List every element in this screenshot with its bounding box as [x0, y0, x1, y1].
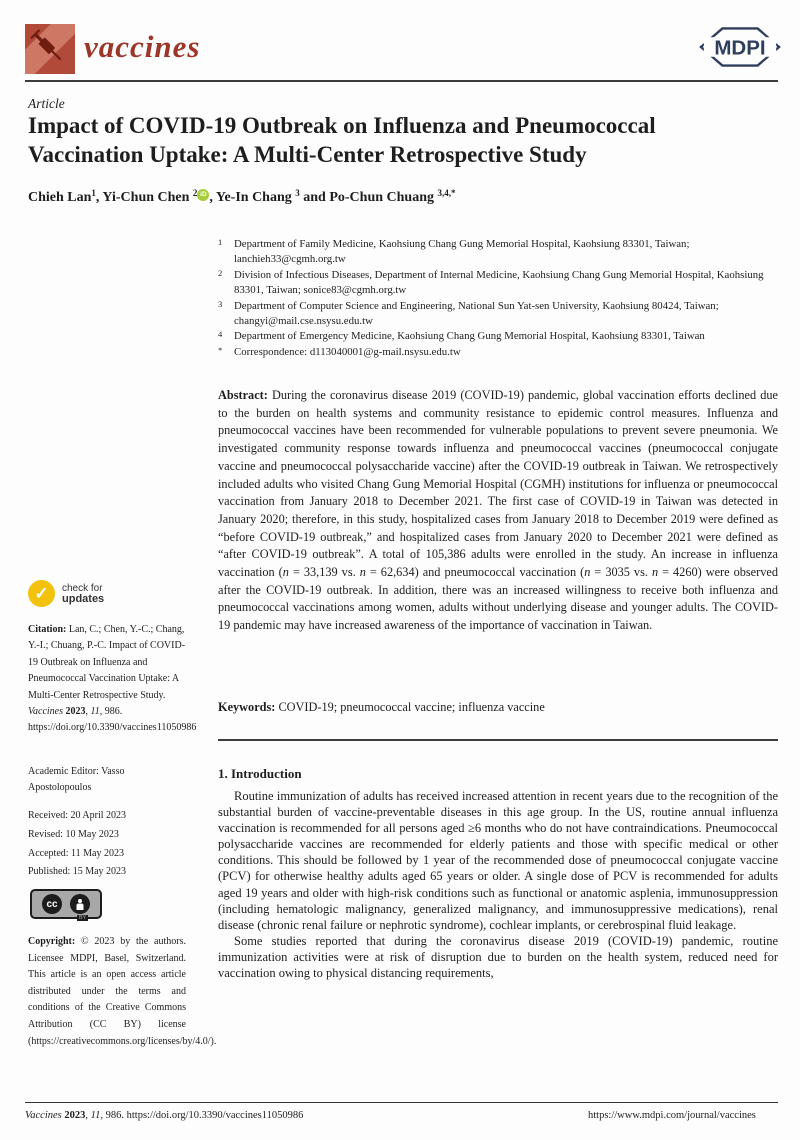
article-history: [28, 807, 186, 882]
abstract-text: = 33,139 vs.: [288, 565, 360, 580]
abstract: [218, 387, 778, 635]
journal-name[interactable]: vaccines: [84, 29, 201, 64]
affiliation-text: Department of Emergency Medicine, Kaohsiung Chang Gung Memorial Hospital, Kaohsiung 83301, Taiwan: [234, 330, 705, 343]
footer-journal: Vaccines: [25, 1110, 62, 1121]
citation-block: [28, 622, 197, 737]
affiliation-item: [218, 268, 778, 299]
abstract-text: n: [584, 565, 591, 580]
affiliation-item: [218, 299, 778, 330]
intro-paragraph: Routine immunization of adults has received increased attention in recent years due to the recognition of the substantial burden of vaccine-preventable diseases in this age group. In the US, routine annual influenza vaccination is recommended for all persons aged ≥6 months who do not have contraindications. Pneumococcal polysaccharide vaccines are recommended for elderly patients and those with specific medical or other conditions. This should be followed by 1 year of the recommended dose of pneumococcal conjugate vaccine (PCV) for otherwise healthy adults aged 65 years or older. A single dose of PCV is recommended for adults aged 19 years and older with high-risk conditions such as functional or anatomic asplenia, immunosuppression (including hematologic malignancy, generalized malignancy, and immunosuppressive medications), renal disease (chronic renal failure or nephrotic syndrome), cochlear implants, or cerebrospinal fluid leakage.: [218, 789, 778, 932]
affiliation-text: Department of Computer Science and Engineering, National Sun Yat-sen University, Kaohsiung 80424, Taiwan; changyi@mail.cse.nsysu.edu.tw: [234, 299, 719, 328]
academic-editor-label: Academic Editor:: [28, 766, 99, 777]
citation-year: 2023: [63, 706, 86, 718]
by-label: BY: [79, 915, 87, 921]
affiliations-list: [218, 237, 778, 360]
copyright-block: [28, 934, 217, 1050]
affiliation-text: Department of Family Medicine, Kaohsiung Chang Gung Memorial Hospital, Kaohsiung 83301, Taiwan; lanchieh33@cgmh.org.tw: [234, 238, 690, 266]
affiliation-number: 2: [218, 267, 223, 278]
check-icon: ✓: [28, 580, 55, 607]
citation-volume: 11: [90, 706, 100, 718]
affiliation-number: 1: [218, 237, 223, 247]
copyright-label: Copyright:: [28, 936, 76, 947]
revised-date: Revised: 10 May 2023: [28, 828, 119, 840]
affiliation-number: *: [218, 344, 223, 355]
received-date: Received: 20 April 2023: [28, 810, 127, 821]
authors-line: [28, 188, 456, 206]
citation-doi-link[interactable]: , 986. https://doi.org/10.3390/vaccines11050986: [28, 706, 197, 734]
article-type-label: Article: [28, 96, 65, 111]
copyright-text: © 2023 by the authors. Licensee MDPI, Basel, Switzerland. This article is an open access article distributed under the terms and conditions of the Creative Commons Attribution (CC BY) license (https://creativecommons.org/licenses/by/4.0/).: [28, 936, 217, 1047]
section-divider: [218, 739, 778, 741]
mdpi-logo[interactable]: [697, 24, 783, 70]
author-name: and Po-Chun Chuang: [299, 190, 434, 205]
page-title: Impact of COVID-19 Outbreak on Influenza and Pneumococcal Vaccination Uptake: A Multi-Center Retrospective Study: [28, 113, 656, 167]
abstract-text: n: [651, 565, 659, 580]
cc-by-license-badge[interactable]: [30, 889, 102, 919]
author-name: Chieh Lan: [28, 190, 92, 205]
header-divider: [25, 80, 778, 82]
abstract-text: = 3035 vs.: [590, 565, 652, 580]
abstract-text: = 62,634) and pneumococcal vaccination (: [365, 565, 585, 580]
affiliation-item: [218, 329, 778, 344]
cc-icon: cc: [42, 894, 62, 914]
footer-text: ,: [85, 1110, 91, 1121]
check-for-updates-button[interactable]: [28, 580, 186, 607]
keywords-label: Keywords:: [218, 700, 276, 714]
check-for-updates-line1: check for: [62, 582, 103, 594]
author-affil-sup: 3: [295, 188, 300, 198]
footer-journal-url[interactable]: https://www.mdpi.com/journal/vaccines: [588, 1110, 756, 1121]
footer-citation: [25, 1110, 303, 1121]
academic-editor-name: Vasso Apostolopoulos: [28, 766, 125, 794]
footer-doi-link[interactable]: , 986. https://doi.org/10.3390/vaccines11050986: [100, 1110, 304, 1121]
svg-text:MDPI: MDPI: [714, 36, 766, 60]
introduction-body: [218, 788, 778, 981]
author-affil-sup: 2: [192, 188, 198, 198]
syringe-icon: [25, 61, 75, 78]
section-heading-introduction: 1. Introduction: [218, 766, 302, 781]
affiliation-number: 3: [218, 298, 223, 309]
abstract-text: n: [282, 565, 289, 580]
abstract-label: Abstract:: [218, 388, 268, 402]
abstract-text: n: [359, 565, 366, 580]
author-affil-sup: 3,4,*: [437, 188, 456, 198]
citation-label: Citation:: [28, 624, 67, 635]
citation-journal: Vaccines: [28, 706, 63, 718]
citation-text: ,: [85, 706, 91, 718]
keywords-text: COVID-19; pneumococcal vaccine; influenza vaccine: [275, 700, 545, 714]
abstract-text: = 4260) were observed after the COVID-19 outbreak. In addition, there was an increased willingness to receive both influenza and pneumococcal vaccinations among women, adults without underlying disease and younger adults. The COVID-19 pandemic may have increased awareness of the importance of vaccination in Taiwan.: [218, 565, 778, 633]
footer-year: 2023: [61, 1110, 86, 1121]
affiliation-number: 4: [218, 329, 223, 340]
citation-text: Lan, C.; Chen, Y.-C.; Chang, Y.-I.; Chuang, P.-C. Impact of COVID-19 Outbreak on Influenza and Pneumococcal Vaccination Uptake: A Multi-Center Retrospective Study.: [28, 624, 186, 701]
affiliation-item: [218, 237, 778, 268]
orcid-icon[interactable]: iD: [197, 189, 209, 201]
author-affil-sup: 1: [91, 188, 96, 198]
author-name: , Ye-In Chang: [209, 190, 292, 205]
footer-divider: [25, 1102, 778, 1103]
person-icon: [70, 894, 90, 914]
accepted-date: Accepted: 11 May 2023: [28, 847, 124, 859]
author-name: , Yi-Chun Chen: [95, 190, 190, 205]
published-date: Published: 15 May 2023: [28, 866, 127, 878]
abstract-text: During the coronavirus disease 2019 (COVID-19) pandemic, global vaccination efforts declined due to the burden on health systems and community resistance to epidemic control measures. Influenza and pneumococcal vaccines have been recommended for vulnerable populations to prevent severe pneumonia. We investigated community response towards influenza and pneumococcal vaccines (pneumococcal conjugate vaccine and pneumococcal polysaccharide vaccine) after the COVID-19 outbreak in Taiwan. We retrospectively included adults who visited Chang Gung Memorial Hospital (CGMH) institutions for influenza or pneumococcal vaccination from January 2018 to December 2021. The first case of COVID-19 in Taiwan was detected in January 2020; therefore, in this study, hospitalized cases from January 2018 to December 2019 were defined as “before COVID-19 outbreak,” and hospitalized cases from January 2020 to December 2021 were defined as “after COVID-19 outbreak”. A total of 105,386 adults were enrolled in the study. An increase in influenza vaccination (: [218, 388, 778, 580]
correspondence-email[interactable]: Correspondence: d113040001@g-mail.nsysu.edu.tw: [234, 345, 461, 358]
footer-volume: 11: [90, 1110, 101, 1121]
affiliation-item: [218, 345, 778, 360]
academic-editor-block: [28, 764, 186, 797]
vaccines-journal-logo[interactable]: [25, 24, 75, 74]
keywords-line: [218, 700, 778, 715]
check-for-updates-line2: updates: [62, 592, 105, 605]
affiliation-text: Division of Infectious Diseases, Department of Internal Medicine, Kaohsiung Chang Gung Memorial Hospital, Kaohsiung 83301, Taiwan; sonice83@cgmh.org.tw: [234, 268, 764, 297]
intro-paragraph: Some studies reported that during the coronavirus disease 2019 (COVID-19) pandemic, routine immunization activities were at risk of disruption due to burden on the health system, reduced need for vaccination owing to physical distancing requirements,: [218, 933, 778, 981]
